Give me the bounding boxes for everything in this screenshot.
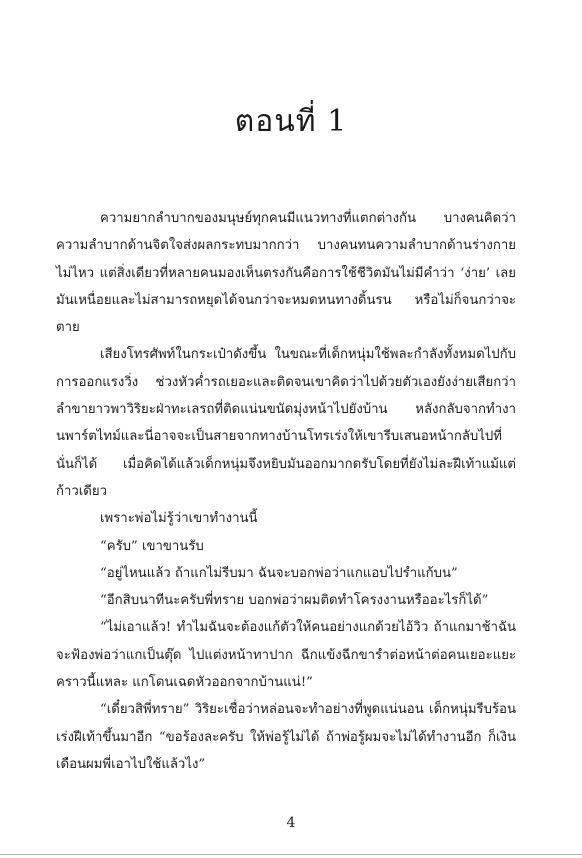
page-number: 4 xyxy=(286,815,296,831)
body-text xyxy=(56,205,516,778)
page-bottom-rule xyxy=(0,854,582,855)
paragraph: ความยากลำบากของมนุษย์ทุกคนมีแนวทางที่แตกต่างกัน บางคนคิดว่าความลำบากด้านจิตใจส่งผลกระทบมากกว่า บางคนทนความลำบากด้านร่างกายไม่ไหว แต่สิ่งเดียวที่หลายคนมองเห็นตรงกันคือการใช้ชีวิตมันไม่มีคำว่า ‘ง่าย’ เลย มันเหนื่อยและไม่สามารถหยุดได้จนกว่าจะหมดหนทางดิ้นรน หรือไม่ก็จนกว่าจะตาย xyxy=(56,211,516,336)
chapter-title: ตอนที่ 1 xyxy=(234,104,348,139)
paragraph: “อีกสิบนาทีนะครับพี่ทราย บอกพ่อว่าผมติดทำโครงงานหรืออะไรก็ได้” xyxy=(100,593,489,609)
paragraph: “อยู่ไหนแล้ว ถ้าแกไม่รีบมา ฉันจะบอกพ่อว่าแกแอบไปรำแก้บน” xyxy=(100,565,458,581)
paragraph: เสียงโทรศัพท์ในกระเป๋าดังขึ้น ในขณะที่เด็กหนุ่มใช้พละกำลังทั้งหมดไปกับการออกแรงวิ่ง ช่วงหัวค่ำรถเยอะและติดจนเขาคิดว่าไปด้วยตัวเองยังง่ายเสียกว่า ลำขายาวพาวิริยะฝ่าทะเลรถที่ติดแน่นขนัดมุ่งหน้าไปยังบ้าน หลังกลับจากทำงานพาร์ตไทม์และนี่อาจจะเป็นสายจากทางบ้านโทรเร่งให้เขารีบเสนอหน้ากลับไปที่นั่นก็ได้ เมื่อคิดได้แล้วเด็กหนุ่มจึงหยิบมันออกมากดรับโดยที่ยังไม่ละฝีเท้าแม้แต่ก้าวเดียว xyxy=(56,347,516,499)
paragraph: เพราะพ่อไม่รู้ว่าเขาทำงานนี้ xyxy=(100,511,258,527)
paragraph: “ครับ” เขาขานรับ xyxy=(100,538,204,554)
paragraph: “ไม่เอาแล้ว! ทำไมฉันจะต้องแก้ตัวให้คนอย่างแกด้วยไอ้วิว ถ้าแกมาช้าฉันจะฟ้องพ่อว่าแกเป็นตุ๊ด ไปแต่งหน้าทาปาก ฉีกแข้งฉีกขารำต่อหน้าต่อคนเยอะแยะ คราวนี้แหละ แกโดนเฉดหัวออกจากบ้านแน่!” xyxy=(56,620,516,691)
paragraph: “เดี๋ยวสิพี่ทราย” วิริยะเชื่อว่าหล่อนจะทำอย่างที่พูดแน่นอน เด็กหนุ่มรีบร้อนเร่งฝีเท้าขึ้นมาอีก “ขอร้องละครับ ให้พ่อรู้ไม่ได้ ถ้าพ่อรู้ผมจะไม่ได้ทำงานอีก ก็เงินเดือนผมพี่เอาไปใช้แล้วไง” xyxy=(56,702,516,772)
